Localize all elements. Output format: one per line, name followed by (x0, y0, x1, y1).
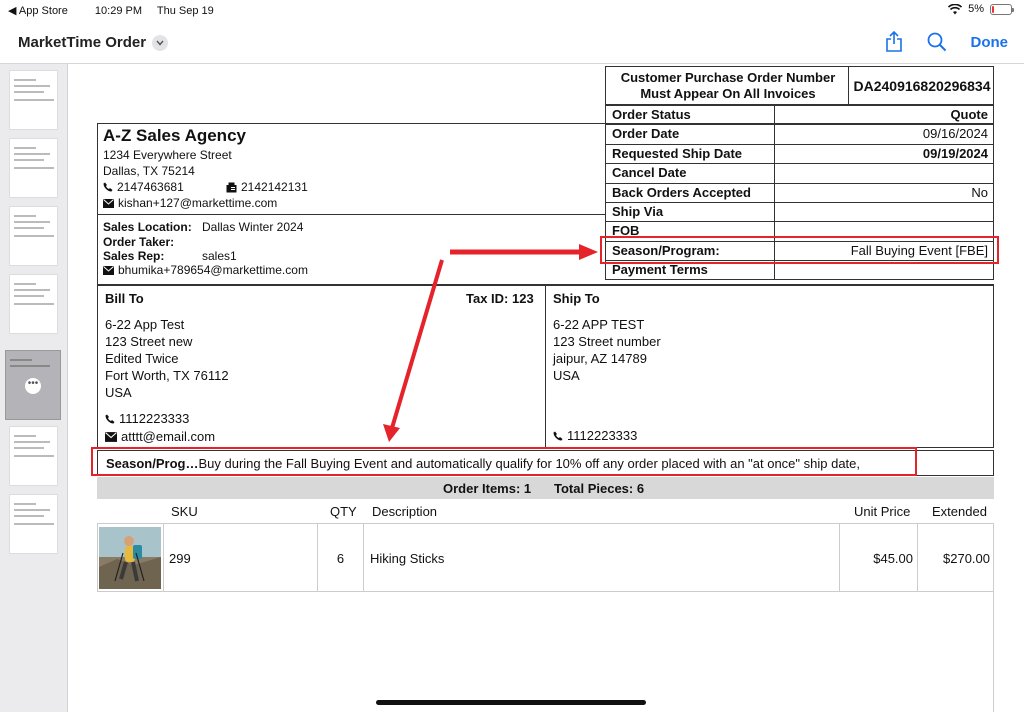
order-taker-label: Order Taker: (103, 235, 175, 249)
sales-rep-label: Sales Rep: (103, 249, 165, 263)
nav-bar (0, 22, 1024, 64)
agency-city: Dallas, TX 75214 (103, 164, 195, 178)
season-note-text: Buy during the Fall Buying Event and automatically qualify for 10% off any order placed with an "at once" ship date, (198, 456, 861, 471)
search-icon[interactable] (927, 32, 947, 52)
chevron-down-icon[interactable] (152, 35, 168, 51)
address-line: 6-22 App Test (105, 317, 185, 332)
bill-to-title: Bill To (105, 291, 144, 306)
order-field-label: Payment Terms (612, 262, 708, 278)
agency-email: kishan+127@markettime.com (118, 196, 278, 210)
sales-location: Dallas Winter 2024 (202, 220, 304, 234)
page-thumbnail[interactable] (9, 70, 58, 130)
back-to-app-store[interactable]: ◀ App Store (8, 5, 68, 17)
address-line: USA (553, 368, 580, 383)
agency-phone: 2147463681 (117, 180, 184, 194)
order-field-label: FOB (612, 223, 640, 239)
order-field-label: Back Orders Accepted (612, 184, 751, 200)
bill-to-phone: 1112223333 (119, 411, 190, 426)
order-field-value: Quote (950, 107, 988, 122)
agency-name: A-Z Sales Agency (103, 126, 246, 145)
home-indicator[interactable] (376, 700, 646, 705)
page-thumbnail[interactable] (9, 426, 58, 486)
order-field-value: No (971, 184, 988, 200)
address-line: USA (105, 385, 132, 400)
wifi-icon (948, 4, 962, 15)
page-thumbnail-selected[interactable] (5, 350, 61, 420)
sales-location-label: Sales Location: (103, 220, 192, 234)
item-unit-price: $45.00 (873, 551, 913, 566)
item-qty: 6 (336, 551, 345, 566)
order-field-label: Cancel Date (612, 165, 687, 181)
order-field-label: Requested Ship Date (612, 145, 743, 161)
item-description: Hiking Sticks (370, 551, 445, 566)
page-thumbnail-sidebar[interactable] (0, 64, 68, 712)
back-app-label: App Store (18, 5, 68, 17)
battery-icon (990, 4, 1012, 15)
order-field-label: Order Date (612, 126, 680, 142)
order-field-label: Ship Via (612, 204, 664, 219)
document-title-menu[interactable] (18, 34, 168, 51)
battery-percent: 5% (968, 3, 984, 15)
bill-to-email: atttt@email.com (121, 429, 216, 444)
col-header-qty: QTY (330, 504, 357, 519)
done-button[interactable]: Done (970, 33, 1008, 51)
item-sku: 299 (169, 551, 191, 566)
order-field-label: Season/Program: (612, 242, 720, 258)
agency-street: 1234 Everywhere Street (103, 148, 232, 162)
order-document-page[interactable] (76, 64, 1024, 712)
page-thumbnail[interactable] (9, 138, 58, 198)
order-field-value: 09/19/2024 (922, 145, 988, 161)
address-line: 6-22 APP TEST (553, 317, 645, 332)
page-thumbnail[interactable] (9, 494, 58, 554)
ship-to-title: Ship To (553, 291, 600, 306)
col-header-description: Description (372, 504, 438, 519)
page-thumbnail[interactable] (9, 274, 58, 334)
ship-to-phone: 1112223333 (567, 428, 638, 443)
status-time: 10:29 PM (94, 5, 142, 17)
total-pieces: Total Pieces: 6 (554, 481, 645, 496)
po-number-label: Customer Purchase Order Number Must Appear On All Invoices (620, 70, 836, 101)
status-date: Thu Sep 19 (156, 5, 214, 17)
col-header-extended: Extended (932, 504, 987, 519)
status-bar (0, 0, 1024, 22)
season-note-label: Season/Prog… (106, 456, 199, 471)
col-header-unit-price: Unit Price (854, 504, 911, 519)
order-field-value: Fall Buying Event [FBE] (850, 242, 988, 258)
battery-level (992, 6, 994, 13)
agency-fax: 2142142131 (241, 180, 308, 194)
col-header-sku: SKU (171, 504, 198, 519)
address-line: 123 Street new (105, 334, 193, 349)
address-line: jaipur, AZ 14789 (553, 351, 647, 366)
more-icon[interactable]: ••• (25, 378, 41, 394)
order-items-count: Order Items: 1 (443, 481, 532, 496)
order-field-value: 09/16/2024 (922, 126, 988, 142)
sales-rep: sales1 (202, 249, 237, 263)
address-line: Edited Twice (105, 351, 179, 366)
po-number-value: DA240916820296834 (853, 78, 991, 94)
annotation-arrows (76, 64, 1024, 712)
sales-email: bhumika+789654@markettime.com (118, 263, 308, 277)
address-line: 123 Street number (553, 334, 661, 349)
page-thumbnail[interactable] (9, 206, 58, 266)
tax-id: Tax ID: 123 (466, 291, 534, 306)
share-icon[interactable] (885, 31, 903, 53)
document-title: MarketTime Order (18, 34, 147, 51)
order-field-label: Order Status (612, 107, 691, 122)
item-extended: $270.00 (943, 551, 990, 566)
address-line: Fort Worth, TX 76112 (105, 368, 229, 383)
